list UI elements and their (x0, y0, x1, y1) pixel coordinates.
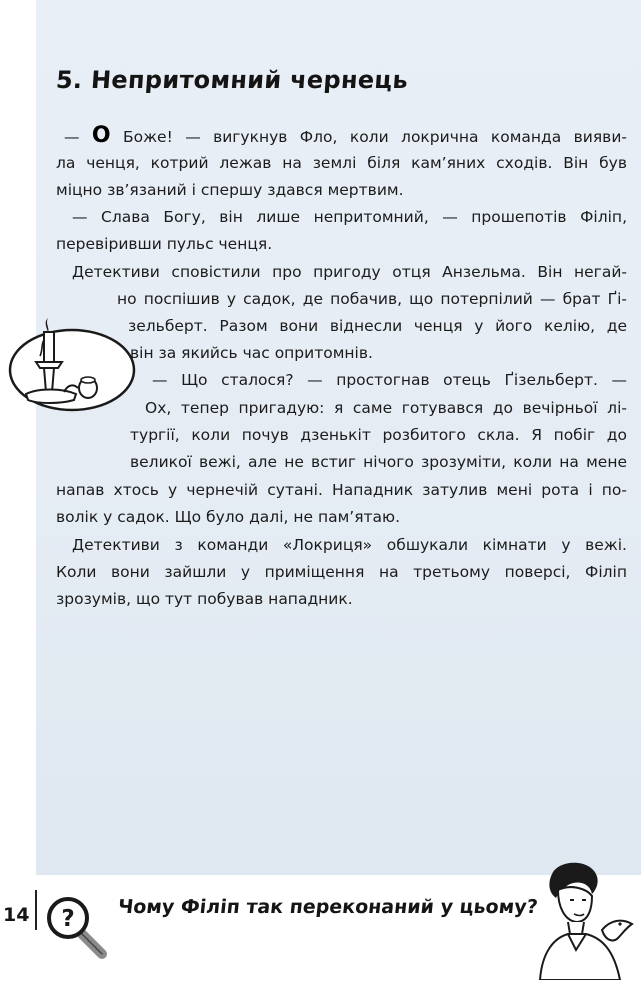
line-dash: — (64, 128, 92, 146)
text-line: Детективи з команди «Локриця» обшукали кімнати у вежі. (72, 536, 627, 554)
text-line-1 (64, 123, 627, 148)
page-divider (35, 890, 37, 930)
text-line: но поспішив у садок, де побачив, що потерпілий — брат Ґі- (117, 290, 627, 308)
text-line: великої вежі, але не встиг нічого зрозуміти, коли на мене (130, 453, 627, 471)
candle-illustration (8, 312, 140, 412)
text-line: напав хтось у чернечій сутані. Нападник затулив мені рота і по- (56, 481, 627, 499)
drop-letter: О (91, 123, 111, 148)
magnifier-question-icon (44, 892, 110, 962)
text-line: Коли вони зайшли у приміщення на третьому поверсі, Філіп (56, 563, 627, 581)
text-line: він за якийсь час опритомнів. (130, 344, 373, 362)
text-line: міцно зв’язаний і спершу здався мертвим. (56, 181, 404, 199)
chapter-title: 5. Непритомний чернець (55, 66, 410, 94)
line-rest: Боже! — вигукнув Фло, коли локрична команда вияви- (110, 128, 627, 146)
text-line: тургії, коли почув дзенькіт розбитого скла. Я побіг до (130, 426, 627, 444)
text-line: зельберт. Разом вони віднесли ченця у його келію, де (128, 317, 627, 335)
question-mark-glyph: ? (61, 906, 75, 932)
text-line: Ох, тепер пригадую: я саме готувався до вечірньої лі- (145, 399, 627, 417)
page-number: 14 (3, 904, 30, 926)
text-line: Детективи сповістили про пригоду отця Анзельма. Він негай- (72, 263, 627, 281)
text-line: волік у садок. Що було далі, не пам’ятаю. (56, 508, 401, 526)
text-line: ла ченця, котрий лежав на землі біля кам’яних сходів. Він був (56, 154, 627, 172)
text-line: — Що сталося? — простогнав отець Ґізельберт. — (152, 371, 627, 389)
chapter-question: Чому Філіп так переконаний у цьому? (116, 896, 539, 918)
boy-detective-illustration (530, 860, 641, 980)
text-line: перевіривши пульс ченця. (56, 235, 273, 253)
text-line: — Слава Богу, він лише непритомний, — прошепотів Філіп, (72, 208, 627, 226)
text-line: зрозумів, що тут побував нападник. (56, 590, 353, 608)
